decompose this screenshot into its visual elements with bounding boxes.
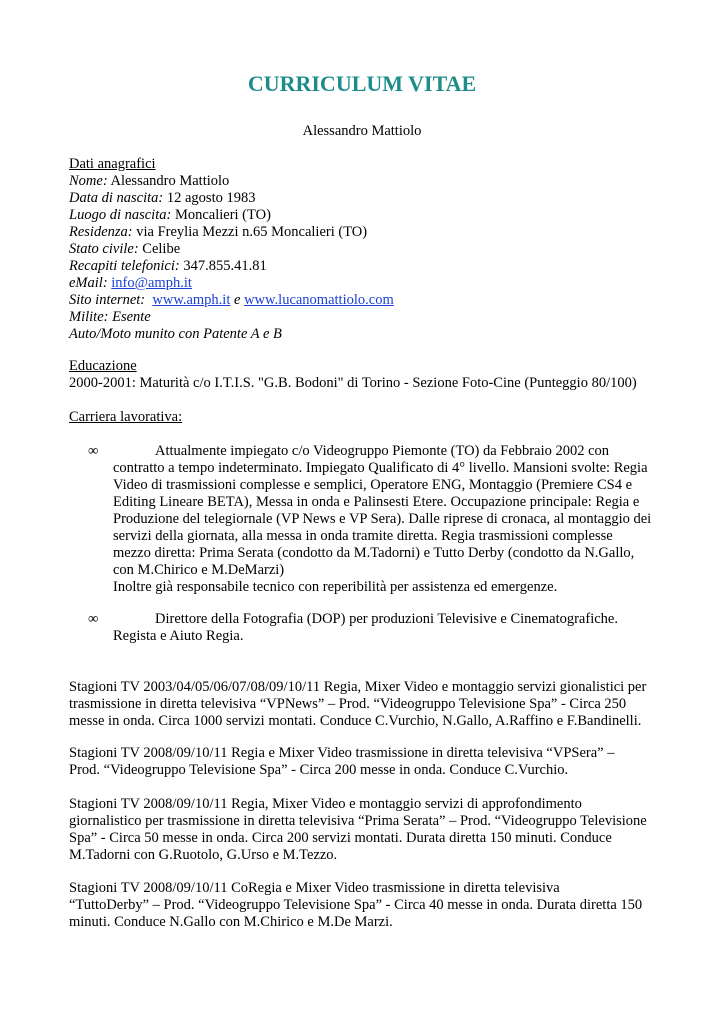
tv-season-entry-vpsera — [69, 745, 689, 779]
personal-data-section — [69, 156, 669, 343]
career-line: mezzo diretta: Prima Serata (condotto da M.Tadorni) e Tutto Derby (condotto da N.Gallo, — [113, 545, 635, 561]
section-heading-education: Educazione — [69, 358, 137, 374]
season-line: Stagioni TV 2008/09/10/11 CoRegia e Mixer Video trasmissione in diretta televisiva — [69, 880, 560, 896]
season-line: trasmissione in diretta televisiva “VPNews” – Prod. “Videogruppo Televisione Spa” - Circa 250 — [69, 696, 627, 712]
tv-season-entry-tuttoderby — [69, 880, 689, 931]
website-row — [69, 292, 669, 309]
season-line: Prod. “Videogruppo Televisione Spa” - Circa 200 messe in onda. Conduce C.Vurchio. — [69, 762, 569, 778]
residence-row — [69, 224, 669, 241]
phone-row — [69, 258, 669, 275]
marital-value: Celibe — [138, 241, 181, 257]
education-entry: 2000-2001: Maturità c/o I.T.I.S. "G.B. Bodoni" di Torino - Sezione Foto-Cine (Punteggio 80/100) — [69, 375, 637, 391]
season-line: Stagioni TV 2008/09/10/11 Regia e Mixer Video trasmissione in diretta televisiva “VPSera” – — [69, 745, 615, 761]
birthplace-row — [69, 207, 669, 224]
career-line: Produzione del telegiornale (VP News e VP Sera). Dalle riprese di cronaca, al montaggio dei — [113, 511, 652, 527]
career-line: Regista e Aiuto Regia. — [113, 628, 244, 644]
bullet-infinity-icon: ∞ — [88, 443, 99, 459]
section-heading-career: Carriera lavorativa: — [69, 409, 183, 425]
phone-value: 347.855.41.81 — [179, 258, 267, 274]
season-line: “TuttoDerby” – Prod. “Videogruppo Televisione Spa” - Circa 40 messe in onda. Durata diretta 150 — [69, 897, 643, 913]
birthdate-row — [69, 190, 669, 207]
name-value: Alessandro Mattiolo — [107, 173, 230, 189]
name-label: Nome: — [69, 173, 108, 189]
career-line: Direttore della Fotografia (DOP) per produzioni Televisive e Cinematografiche. — [155, 611, 618, 627]
section-heading-personal: Dati anagrafici — [69, 156, 156, 172]
residence-value: via Freylia Mezzi n.65 Moncalieri (TO) — [132, 224, 368, 240]
marital-label: Stato civile: — [69, 241, 139, 257]
military-row: Milite: Esente — [69, 309, 151, 325]
career-heading-wrap — [69, 409, 669, 426]
birthplace-label: Luogo di nascita: — [69, 207, 172, 223]
birthplace-value: Moncalieri (TO) — [171, 207, 271, 223]
season-line: Stagioni TV 2008/09/10/11 Regia, Mixer Video e montaggio servizi di approfondimento — [69, 796, 582, 812]
website-link-lucanomattiolo[interactable]: www.lucanomattiolo.com — [244, 292, 394, 308]
career-line: Inoltre già responsabile tecnico con reperibilità per assistenza ed emergenze. — [113, 579, 558, 595]
bullet-infinity-icon: ∞ — [88, 611, 99, 627]
season-line: giornalistico per trasmissione in diretta televisiva “Prima Serata” – Prod. “Videogruppo Televisione — [69, 813, 647, 829]
email-row — [69, 275, 669, 292]
tv-season-entry-primaserata — [69, 796, 689, 864]
career-line: Editing Lineare BETA), Messa in onda e Palinsesti Etere. Occupazione principale: Regia e — [113, 494, 640, 510]
website-label: Sito internet: — [69, 292, 146, 308]
residence-label: Residenza: — [69, 224, 133, 240]
candidate-name: Alessandro Mattiolo — [302, 123, 422, 139]
name-row — [69, 173, 669, 190]
career-item-videogruppo — [113, 443, 673, 596]
season-line: minuti. Conduce N.Gallo con M.Chirico e M.De Marzi. — [69, 914, 393, 930]
season-line: Stagioni TV 2003/04/05/06/07/08/09/10/11 Regia, Mixer Video e montaggio servizi gionalistici per — [69, 679, 647, 695]
birthdate-label: Data di nascita: — [69, 190, 164, 206]
phone-label: Recapiti telefonici: — [69, 258, 180, 274]
email-label: eMail: — [69, 275, 108, 291]
season-line: M.Tadorni con G.Ruotolo, G.Urso e M.Tezzo. — [69, 847, 338, 863]
tv-season-entry-vpnews — [69, 679, 689, 730]
education-section — [69, 358, 709, 392]
season-line: messe in onda. Circa 1000 servizi montati. Conduce C.Vurchio, N.Gallo, A.Raffino e F.Bandinelli. — [69, 713, 642, 729]
document-title: CURRICULUM VITAE — [247, 71, 477, 96]
birthdate-value: 12 agosto 1983 — [163, 190, 256, 206]
career-line: servizi della giornata, alla messa in onda tramite diretta. Regia trasmissioni complesse — [113, 528, 613, 544]
season-line: Spa” - Circa 50 messe in onda. Circa 200 servizi montati. Durata diretta 150 minuti. Conduce — [69, 830, 612, 846]
career-line: Video di trasmissioni complesse e semplici, Operatore ENG, Montaggio (Premiere CS4 e — [113, 477, 633, 493]
career-line: contratto a tempo indeterminato. Impiegato Qualificato di 4° livello. Mansioni svolte: Regia — [113, 460, 648, 476]
career-line: Attualmente impiegato c/o Videogruppo Piemonte (TO) da Febbraio 2002 con — [155, 443, 610, 459]
license-row: Auto/Moto munito con Patente A e B — [69, 326, 282, 342]
website-separator: e — [230, 292, 245, 308]
career-line: con M.Chirico e M.DeMarzi) — [113, 562, 285, 578]
website-link-amph[interactable]: www.amph.it — [152, 292, 231, 308]
career-item-dop — [113, 611, 673, 645]
email-link[interactable]: info@amph.it — [111, 275, 192, 291]
marital-row — [69, 241, 669, 258]
